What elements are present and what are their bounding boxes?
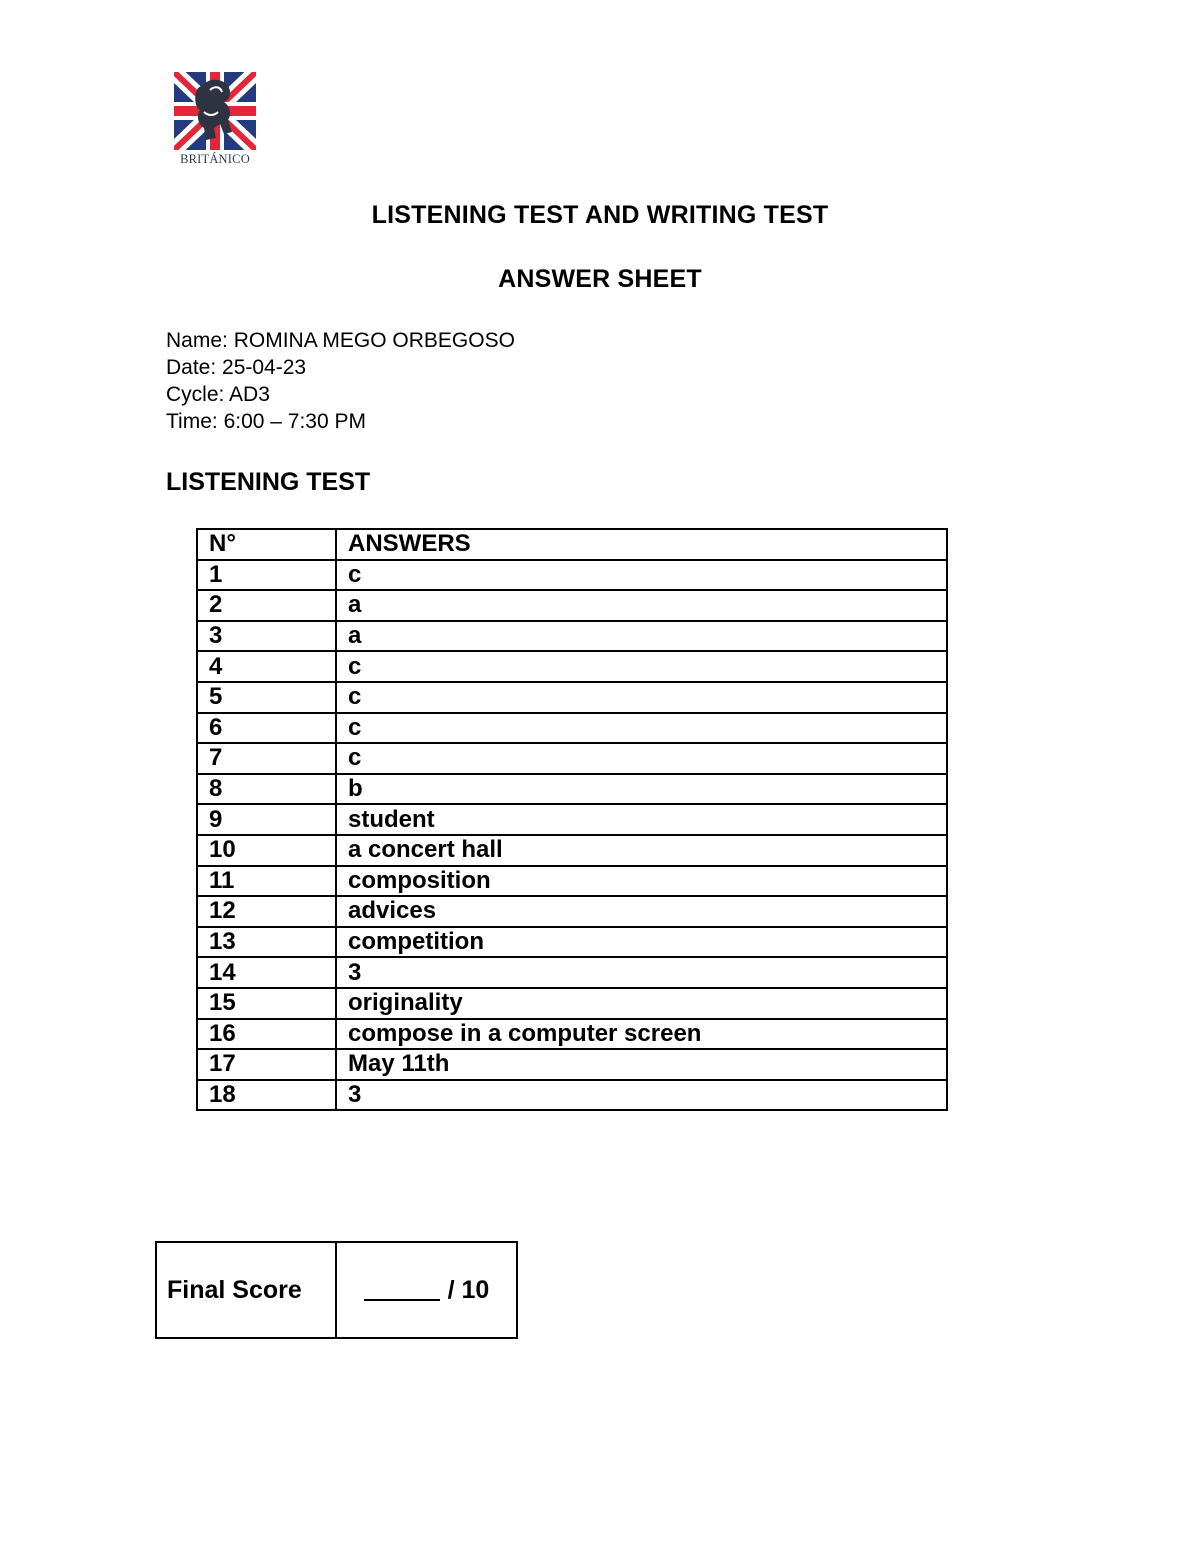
answer-cell: c <box>336 743 947 774</box>
answer-cell: compose in a computer screen <box>336 1019 947 1050</box>
date-label: Date <box>166 356 211 379</box>
answer-cell: a <box>336 590 947 621</box>
answer-cell: originality <box>336 988 947 1019</box>
question-number: 5 <box>197 682 336 713</box>
score-suffix: / 10 <box>447 1275 490 1304</box>
question-number: 12 <box>197 896 336 927</box>
time-line: Time: 6:00 – 7:30 PM <box>166 410 366 433</box>
student-info <box>166 327 515 435</box>
question-number: 11 <box>197 866 336 897</box>
question-number: 7 <box>197 743 336 774</box>
table-row <box>197 743 947 774</box>
table-row <box>197 682 947 713</box>
table-row <box>197 560 947 591</box>
question-number: 17 <box>197 1049 336 1080</box>
question-number: 6 <box>197 713 336 744</box>
table-row <box>197 1049 947 1080</box>
question-number: 16 <box>197 1019 336 1050</box>
table-row <box>197 1019 947 1050</box>
date-value: 25-04-23 <box>222 356 307 379</box>
question-number: 10 <box>197 835 336 866</box>
table-row <box>197 957 947 988</box>
name-value: ROMINA MEGO ORBEGOSO <box>233 329 515 352</box>
table-row <box>197 713 947 744</box>
table-row <box>197 988 947 1019</box>
answer-cell: student <box>336 804 947 835</box>
date-line: Date: 25-04-23 <box>166 356 307 379</box>
table-row <box>197 1080 947 1111</box>
table-row <box>197 835 947 866</box>
flag-lion-emblem <box>174 72 256 150</box>
question-number: 14 <box>197 957 336 988</box>
table-row <box>197 896 947 927</box>
table-row <box>197 590 947 621</box>
question-number: 15 <box>197 988 336 1019</box>
logo-wordmark: BRITÁNICO <box>180 152 250 166</box>
answers-table <box>196 528 948 1111</box>
answer-cell: 3 <box>336 1080 947 1111</box>
question-number: 13 <box>197 927 336 958</box>
answer-cell: c <box>336 560 947 591</box>
header-answers: ANSWERS <box>336 529 947 560</box>
answer-cell: composition <box>336 866 947 897</box>
table-header-row <box>197 529 947 560</box>
question-number: 2 <box>197 590 336 621</box>
answer-cell: a <box>336 621 947 652</box>
answer-cell: c <box>336 682 947 713</box>
question-number: 4 <box>197 651 336 682</box>
time-value: 6:00 – 7:30 PM <box>223 410 366 433</box>
final-score-value <box>337 1243 516 1337</box>
answer-cell: 3 <box>336 957 947 988</box>
question-number: 3 <box>197 621 336 652</box>
answer-cell: b <box>336 774 947 805</box>
question-number: 8 <box>197 774 336 805</box>
table-row <box>197 621 947 652</box>
header-number: N° <box>197 529 336 560</box>
document-subtitle: ANSWER SHEET <box>498 265 702 293</box>
table-row <box>197 804 947 835</box>
section-heading: LISTENING TEST <box>166 468 371 496</box>
cycle-line: Cycle: AD3 <box>166 383 270 406</box>
final-score-box <box>155 1241 518 1339</box>
answer-cell: May 11th <box>336 1049 947 1080</box>
question-number: 9 <box>197 804 336 835</box>
final-score-label: Final Score <box>157 1243 337 1337</box>
document-title: LISTENING TEST AND WRITING TEST <box>371 201 829 229</box>
britanico-logo <box>174 72 256 172</box>
name-label: Name <box>166 329 223 352</box>
answer-cell: c <box>336 651 947 682</box>
table-row <box>197 866 947 897</box>
cycle-label: Cycle <box>166 383 219 406</box>
answer-cell: advices <box>336 896 947 927</box>
table-row <box>197 651 947 682</box>
time-label: Time <box>166 410 212 433</box>
name-line: Name: ROMINA MEGO ORBEGOSO <box>166 329 515 352</box>
cycle-value: AD3 <box>229 383 270 406</box>
table-row <box>197 927 947 958</box>
answer-cell: competition <box>336 927 947 958</box>
answer-cell: a concert hall <box>336 835 947 866</box>
table-row <box>197 774 947 805</box>
score-blank-line <box>364 1279 440 1301</box>
question-number: 18 <box>197 1080 336 1111</box>
question-number: 1 <box>197 560 336 591</box>
answer-cell: c <box>336 713 947 744</box>
